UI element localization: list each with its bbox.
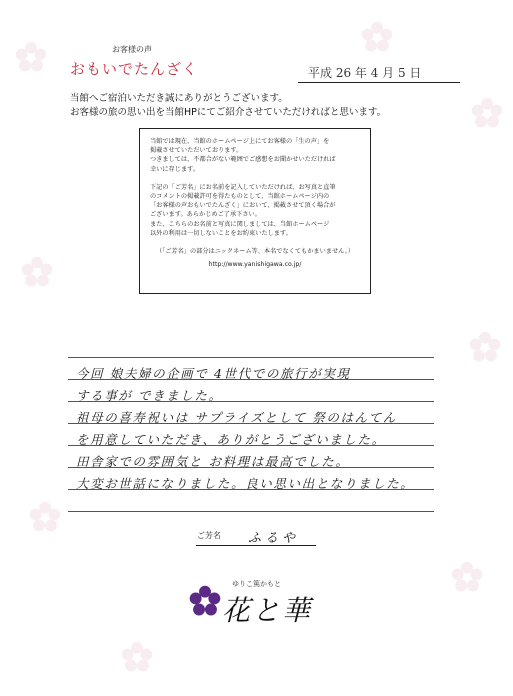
notice-text: のコメントの掲載許可を得たものとして、当館ホームページ内の xyxy=(150,193,330,201)
notice-text: 幸いに存じます。 xyxy=(150,165,200,173)
notice-text: また、こちらのお名前と写真に関しましては、当館ホームページ xyxy=(150,220,330,228)
background-flower-icon xyxy=(20,255,54,289)
ruled-line xyxy=(68,357,434,358)
notice-text: 下記の「ご芳名」にお名前を記入していただければ、お写真と直筆 xyxy=(150,183,336,191)
notice-text: 以外の利用は一切しないことをお約束いたします。 xyxy=(150,229,292,237)
comment-line: する事が できました。 xyxy=(76,388,223,403)
comment-line: 田舎家での雰囲気と お料理は最高でした。 xyxy=(76,454,350,469)
background-flower-icon xyxy=(14,40,48,74)
ruled-line xyxy=(68,511,434,512)
notice-url: http://www.yanishigawa.co.jp/ xyxy=(208,261,302,269)
intro-line-2: お客様の旅の思い出を当館HPにてご紹介させていただければと思います。 xyxy=(70,107,387,118)
logo-flower-icon xyxy=(188,584,222,618)
background-flower-icon xyxy=(468,330,502,364)
notice-text: 掲載させていただいております。 xyxy=(150,147,243,155)
background-flower-icon xyxy=(120,640,154,674)
background-flower-icon xyxy=(28,500,62,534)
date-field: 平成 26 年 4 月 5 日 xyxy=(308,66,422,80)
notice-text: ございます。あらかじめご了承下さい。 xyxy=(150,211,261,219)
notice-note: （「ご芳名」の部分はニックネーム等、本名でなくてもかまいません。） xyxy=(155,248,355,256)
comment-line: 大変お世話になりました。良い思い出となりました。 xyxy=(76,476,415,491)
logo-subtext: ゆりこ篤かもと xyxy=(232,580,281,588)
background-flower-icon xyxy=(360,20,394,54)
name-label: ご芳名 xyxy=(197,531,221,540)
logo-text: 花と華 xyxy=(222,594,313,627)
notice-text: つきましては、不都合がない範囲でご感想をお聞かせいただければ xyxy=(150,156,336,164)
intro-line-1: 当館へご宿泊いただき誠にありがとうございます。 xyxy=(70,93,288,104)
form-subtitle: お客様の声 xyxy=(112,45,152,54)
background-flower-icon xyxy=(470,96,504,130)
notice-text: 「お客様の声おもいでたんざく」において、掲載させて頂く場合が xyxy=(150,202,336,210)
notice-text: 当館では現在、当館のホームページ上にてお客様の「生の声」を xyxy=(150,138,330,145)
background-flower-icon xyxy=(450,560,484,594)
notice-box xyxy=(139,128,371,294)
comment-line: 今回 娘夫婦の企画で 4世代での旅行が実現 xyxy=(76,366,351,381)
comment-line: を用意していただき、ありがとうございました。 xyxy=(76,432,386,447)
comment-line: 祖母の喜寿祝いは サプライズとして 祭のはんてん xyxy=(76,410,397,425)
name-value: ふるや xyxy=(248,531,300,546)
form-title: おもいでたんざく xyxy=(70,60,199,78)
